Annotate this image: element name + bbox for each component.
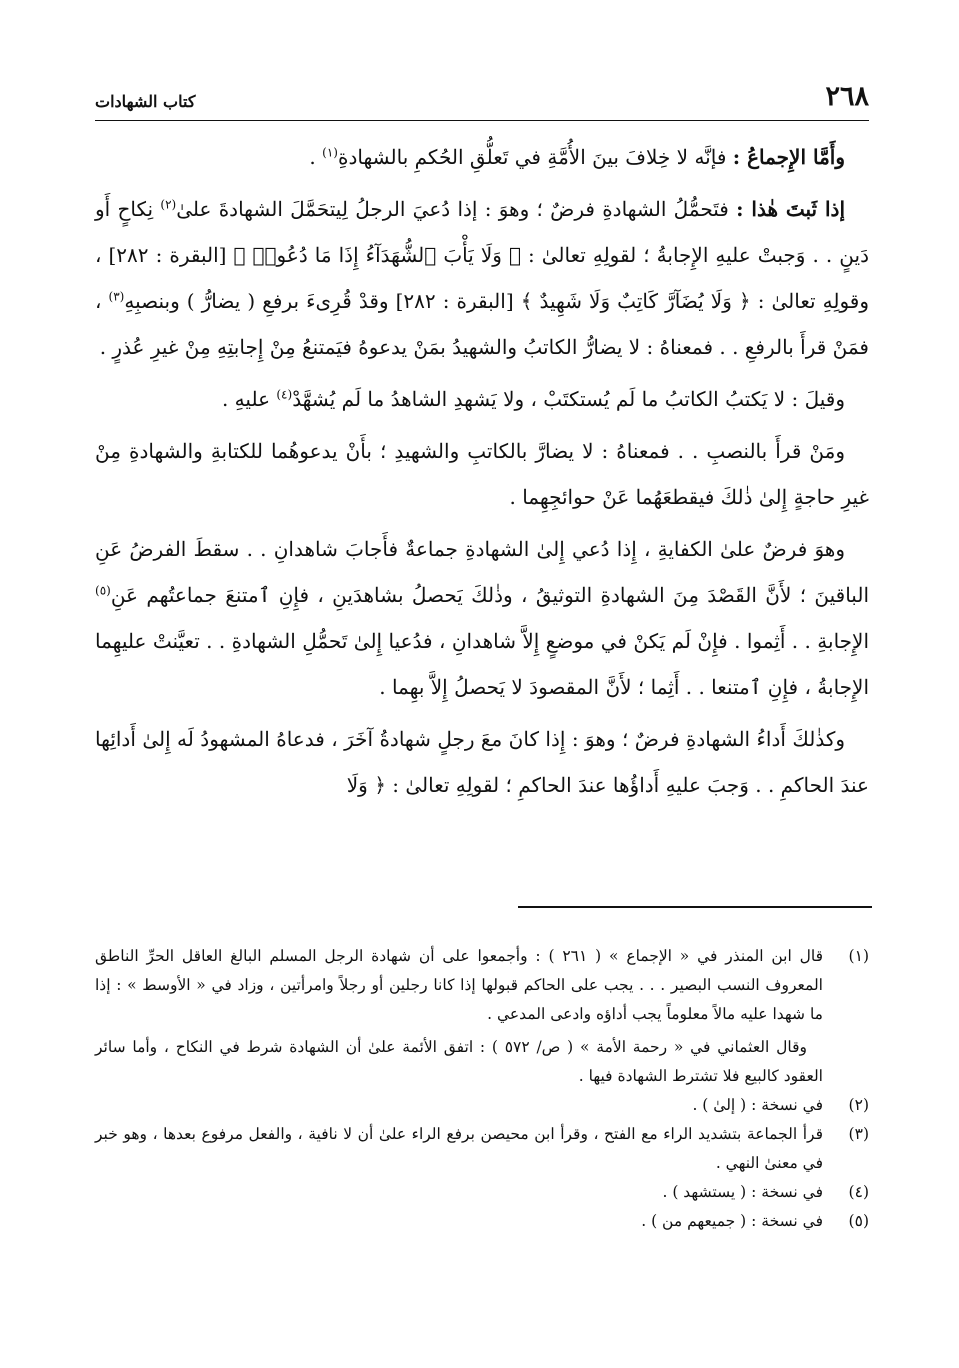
paragraph-qila: وقيلَ : لا يَكتبُ الكاتبُ ما لَم يُستكتَبْ ، ولا يَشهدِ الشاهدُ ما لَم يُشهَّدْ$^{(٤)}$ عليهِ . (221, 387, 845, 411)
footnote-ref: (٥) (95, 583, 111, 598)
paragraph-kifaya: وهوَ فرضٌ علىٰ الكفايةِ ، إِذا دُعي إِلىٰ الشهادةِ جماعةٌ فأَجابَ شاهدانِ . . سقطَ الفرضُ عَنِ الباقينَ ؛ لأَنَّ القَصْدَ مِنَ الشهادةِ التوثيقُ ، وذٰلكَ يَحصلُ بشاهدَينِ ، فإِنِ ٱمتنعَ جماعتُهم عَنِ$^{(٥)}$ الإِجابةِ . . أَثِموا . فإِنْ لَم يَكنْ في موضعٍ إِلاَّ شاهدانِ ، فدُعيا إِلىٰ تَحمُّلِ الشهادةِ . . تعيَّنتْ عليهِما الإِجابةُ ، فإِنِ ٱمتنعا . . أَثِما ؛ لأَنَّ المقصودَ لا يَحصلُ إِلاَّ بهِما . (95, 537, 869, 699)
footnote-number: (٢) (848, 1096, 869, 1114)
page-number: ٢٦٨ (825, 81, 869, 112)
main-text (95, 134, 869, 814)
lead-term: وأَمَّا الإِجماعُ : (732, 145, 845, 169)
footnotes (95, 942, 869, 1236)
footnote-text: قال ابن المنذر في « الإجماع » ( ٢٦١ ) : وأجمعوا على أن شهادة الرجل المسلم البالغ العاقل الحرِّ الناطق المعروف النسب البصير . . . يجب على الحاكم قبولها إذا كانا رجلين أو رجلاً وامرأتين ، وزاد في « الأوسط » : إذا ما شهدا عليه مالاً معلوماً يجب أداؤه وادعى المدعي . (95, 947, 823, 1023)
footnote-text: في نسخة : ( إلىٰ ) . (692, 1096, 823, 1114)
footnote-text: في نسخة : ( جميعهم من ) . (641, 1212, 823, 1230)
footnote-number: (٣) (848, 1125, 869, 1143)
footnote-4 (95, 1178, 869, 1207)
footnote-separator (518, 906, 872, 908)
paragraph-ijma: وأَمَّا الإِجماعُ : فإنَّه لا خِلافَ بينَ الأُمَّةِ في تَعلُّقِ الحُكمِ بالشهادةِ$^{(١)}$ . (309, 145, 845, 169)
footnote-number: (٤) (848, 1183, 869, 1201)
footnote-ref: (٤) (276, 387, 293, 402)
footnote-ref: (٣) (108, 289, 125, 304)
footnote-1 (95, 942, 869, 1091)
footnote-2 (95, 1091, 869, 1120)
footnote-ref: (٢) (160, 197, 177, 212)
footnote-5 (95, 1207, 869, 1236)
footnote-text: في نسخة : ( يستشهد ) . (662, 1183, 823, 1201)
footnote-ref: (١) (322, 145, 338, 160)
paragraph-tahammul: إذا ثَبتَ هٰذا : فتَحمُّلُ الشهادةِ فرضٌ ؛ وهوَ : إذا دُعيَ الرجلُ لِيتحَمَّلَ الشهادةَ علىٰ$^{(٢)}$ نِكاحٍ أَو دَينٍ . . وَجبتْ عليهِ الإِجابةُ ؛ لقولِهِ تعالىٰ : ﴿ وَلَا يَأْبَ ٱلشُّهَدَآءُ إِذَا مَا دُعُوا۟ ﴾ [البقرة : ٢٨٢] ، وقولِهِ تعالىٰ : ﴿ وَلَا يُضَآرَّ كَاتِبٌ وَلَا شَهِيدٌ ﴾ [البقرة : ٢٨٢] وقدْ قُرِىءَ برفعِ ( يضارُّ ) وبنصبِهِ$^{(٣)}$ ، فمَنْ قرأَ بالرفعِ . . فمعناهُ : لا يضارُّ الكاتبُ والشهيدُ بمَنْ يدعوهُ فيَمتنعُ مِنْ إِجابتِهِ مِنْ غيرِ عُذرٍ . (95, 197, 870, 359)
running-header (95, 81, 869, 121)
footnote-text-continued: وقال العثماني في « رحمة الأمة » ( ص/ ٥٧٢ ) : اتفق الأئمة علىٰ أن الشهادة شرط في النكاح ، وأما سائر العقود كالبيع فلا تشترط الشهادة فيها . (95, 1038, 823, 1085)
footnote-number: (٥) (848, 1212, 869, 1230)
footnote-text: قرأ الجماعة بتشديد الراء مع الفتح ، وقرأ ابن محيصن برفع الراء علىٰ أن لا نافية ، والفعل مرفوع بعدها ، وهو خبر في معنىٰ النهي . (95, 1125, 823, 1172)
book-title: كتاب الشهادات (95, 92, 196, 111)
lead-term: إذا ثَبتَ هٰذا : (736, 197, 846, 221)
paragraph-ada: وكذٰلكَ أَداءُ الشهادةِ فرضٌ ؛ وهوَ : إِذا كانَ معَ رجلٍ شهادةُ آخَرَ ، فدعاهُ المشهودُ لَه إِلىٰ أَدائِها عندَ الحاكمِ . . وَجبَ عليهِ أَداؤُها عندَ الحاكمِ ؛ لقولِهِ تعالىٰ : ﴿ وَلَا (95, 727, 869, 797)
footnote-3 (95, 1120, 869, 1178)
footnote-number: (١) (848, 947, 869, 965)
paragraph-nasb: ومَنْ قرأَ بالنصبِ . . فمعناهُ : لا يضارَّ بالكاتبِ والشهيدِ ؛ بأَنْ يدعوهُما للكتابةِ والشهادةِ مِنْ غيرِ حاجةٍ إِلىٰ ذٰلكَ فيقطعَهُما عَنْ حوائجِهِما . (95, 439, 869, 509)
